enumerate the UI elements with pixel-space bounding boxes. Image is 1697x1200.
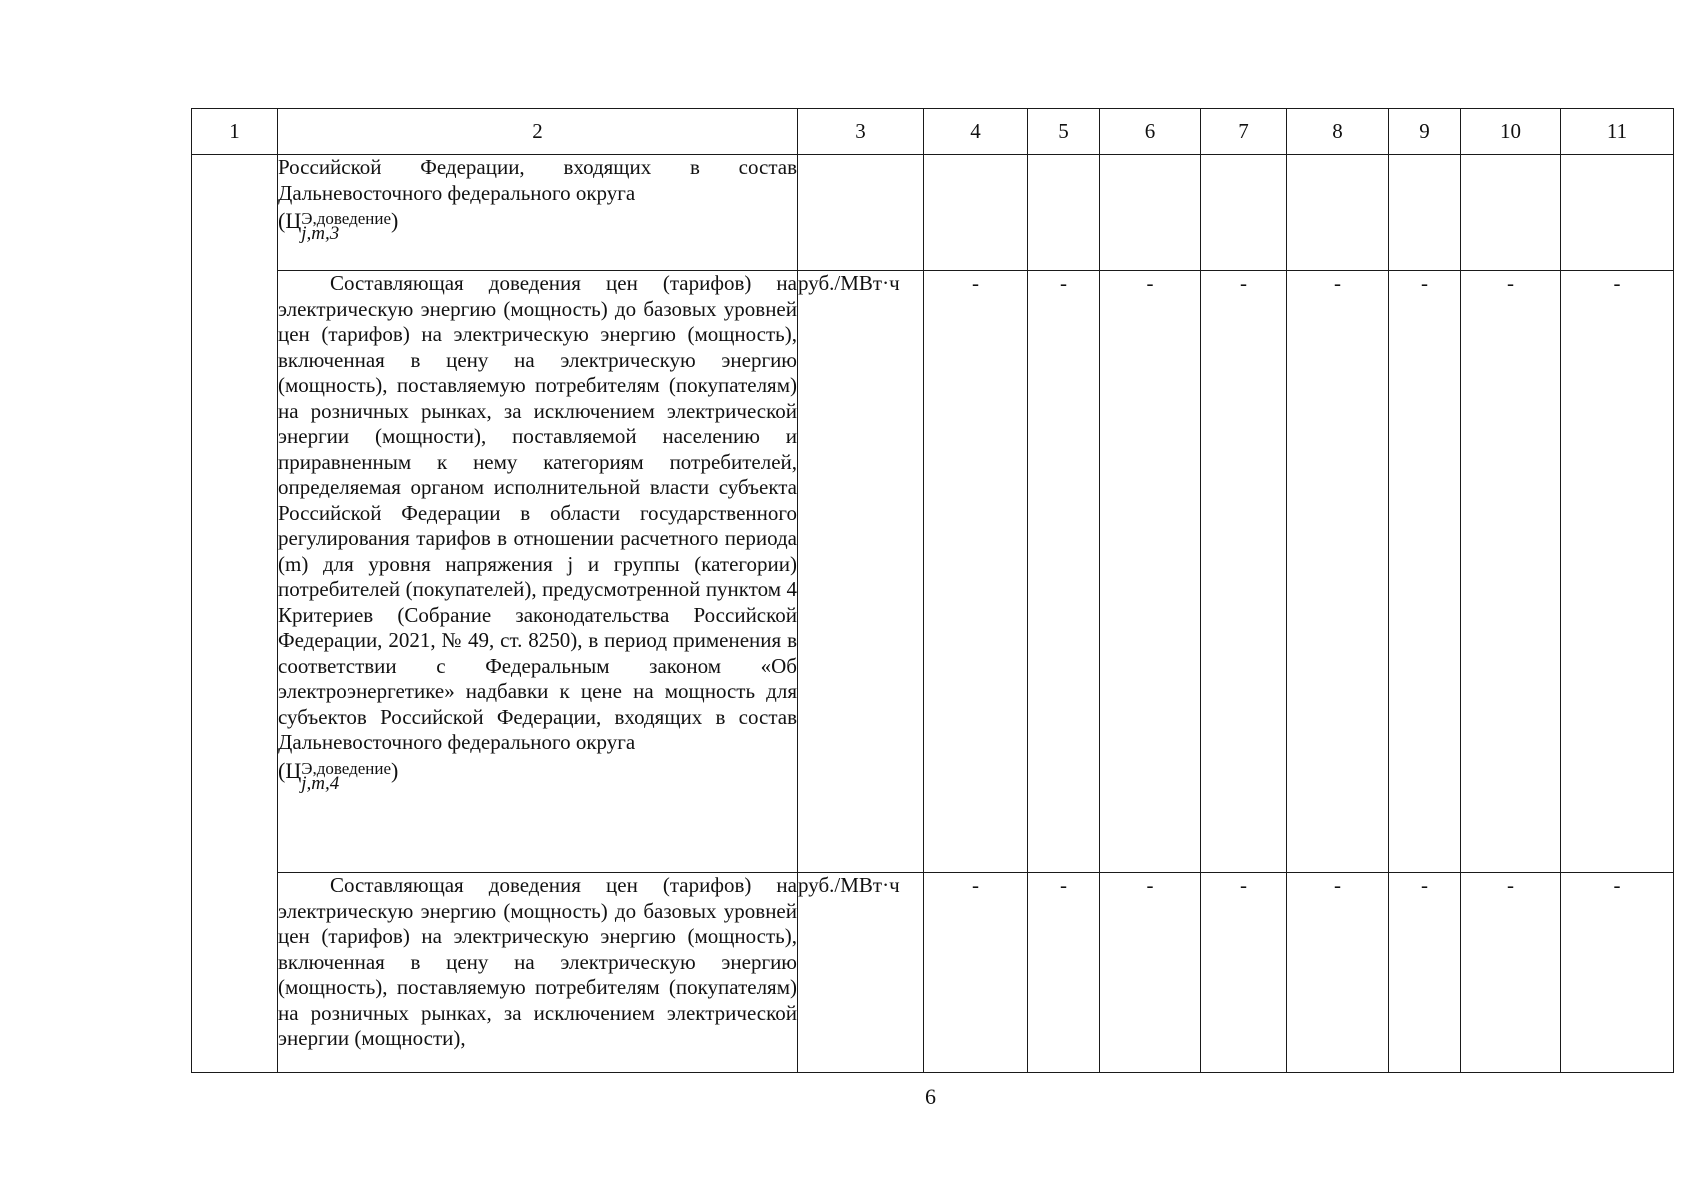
- tariff-table: [191, 108, 1674, 1073]
- formula-superscript: Э,доведение: [301, 758, 392, 778]
- indicator-text: Составляющая доведения цен (тарифов) на электрическую энергию (мощность) до базовых уровней цен (тарифов) на электрическую энергию (мощность), включенная в цену на электрическую энергию (мощность), поставляемую потребителям (покупателям) на розничных рынках, за исключением электрической энергии (мощности),: [278, 873, 797, 1050]
- value-cell: -: [1028, 271, 1100, 873]
- value-cell: -: [924, 873, 1028, 1073]
- row-number-cell: [192, 155, 278, 1073]
- column-header: 1: [192, 109, 278, 155]
- value-cell: -: [1100, 873, 1201, 1073]
- unit-cell: руб./МВт·ч: [798, 873, 924, 1073]
- column-header: 5: [1028, 109, 1100, 155]
- value-cell: -: [1389, 873, 1461, 1073]
- value-cell: [1287, 155, 1389, 271]
- column-header: 11: [1561, 109, 1674, 155]
- indicator-formula: (Ц Э,доведение j,m,4 ): [278, 757, 399, 794]
- indicator-text: Российской Федерации, входящих в состав Дальневосточного федерального округа: [278, 155, 797, 205]
- value-cell: -: [924, 271, 1028, 873]
- indicator-description: [278, 873, 798, 1073]
- value-cell: -: [1561, 271, 1674, 873]
- value-cell: [1461, 155, 1561, 271]
- value-cell: -: [1389, 271, 1461, 873]
- indicator-description: [278, 271, 798, 873]
- value-cell: -: [1201, 271, 1287, 873]
- value-cell: -: [1201, 873, 1287, 1073]
- table-row: [192, 873, 1674, 1073]
- indicator-formula: (Ц Э,доведение j,m,3 ): [278, 208, 399, 244]
- value-cell: [1389, 155, 1461, 271]
- value-cell: -: [1287, 873, 1389, 1073]
- column-header: 6: [1100, 109, 1201, 155]
- page-number: 6: [925, 1084, 936, 1109]
- column-number-row: [192, 109, 1674, 155]
- formula-subscript: j,m,3: [301, 223, 340, 244]
- table-row: [192, 155, 1674, 271]
- unit-cell: руб./МВт·ч: [798, 271, 924, 873]
- column-header: 8: [1287, 109, 1389, 155]
- value-cell: -: [1561, 873, 1674, 1073]
- value-cell: [1201, 155, 1287, 271]
- column-header: 10: [1461, 109, 1561, 155]
- value-cell: -: [1287, 271, 1389, 873]
- column-header: 2: [278, 109, 798, 155]
- indicator-text: Составляющая доведения цен (тарифов) на электрическую энергию (мощность) до базовых уровней цен (тарифов) на электрическую энергию (мощность), включенная в цену на электрическую энергию (мощность), поставляемую потребителям (покупателям) на розничных рынках, за исключением электрической энергии (мощности), поставляемой населению и приравненным к нему категориям потребителей, определяемая органом исполнительной власти субъекта Российской Федерации в области государственного регулирования тарифов в отношении расчетного периода (m) для уровня напряжения j и группы (категории) потребителей (покупателей), предусмотренной пунктом 4 Критериев (Собрание законодательства Российской Федерации, 2021, № 49, ст. 8250), в период применения в соответствии с Федеральным законом «Об электроэнергетике» надбавки к цене на мощность для субъектов Российской Федерации, входящих в состав Дальневосточного федерального округа: [278, 271, 797, 754]
- value-cell: -: [1100, 271, 1201, 873]
- column-header: 4: [924, 109, 1028, 155]
- unit-cell: [798, 155, 924, 271]
- formula-symbol: Ц: [285, 208, 302, 233]
- value-cell: [1561, 155, 1674, 271]
- indicator-description: [278, 155, 798, 271]
- formula-subscript: j,m,4: [301, 772, 340, 794]
- formula-symbol: Ц: [285, 757, 302, 783]
- value-cell: -: [1461, 271, 1561, 873]
- value-cell: -: [1028, 873, 1100, 1073]
- value-cell: [1100, 155, 1201, 271]
- value-cell: [1028, 155, 1100, 271]
- table-row: [192, 271, 1674, 873]
- column-header: 7: [1201, 109, 1287, 155]
- column-header: 3: [798, 109, 924, 155]
- formula-superscript: Э,доведение: [301, 209, 392, 228]
- column-header: 9: [1389, 109, 1461, 155]
- value-cell: [924, 155, 1028, 271]
- value-cell: -: [1461, 873, 1561, 1073]
